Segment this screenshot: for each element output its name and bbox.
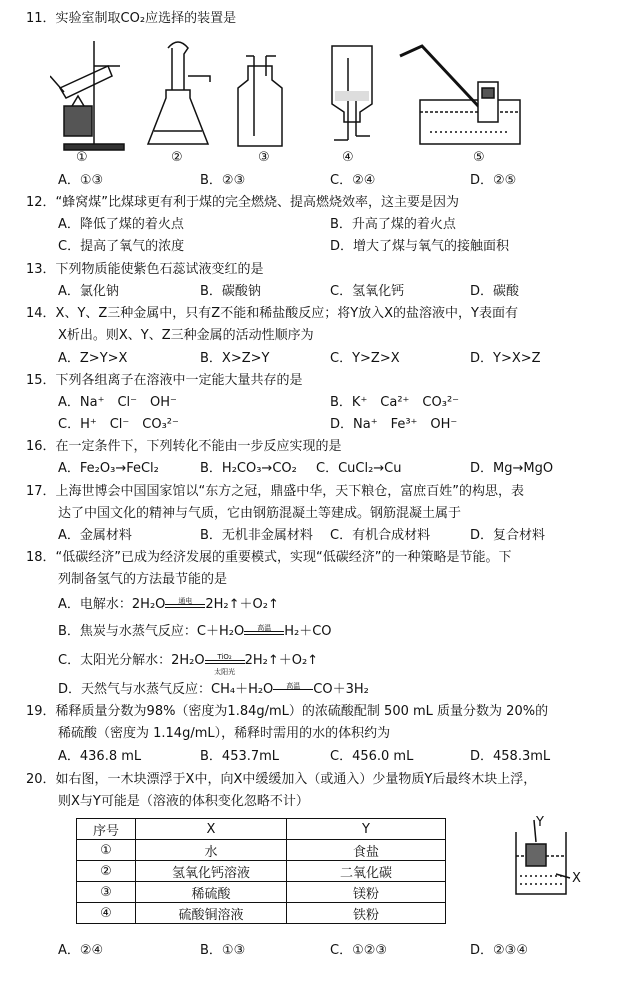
table-cell: 水 xyxy=(136,840,287,861)
q14-stem-line1: 14．X、Y、Z三种金属中，只有Z不能和稀盐酸反应；将Y放入X的盐溶液中，Y表面有 xyxy=(26,306,518,321)
q18-d-condition: 高温 xyxy=(286,681,301,690)
q19-option-d[interactable]: D．458.3mL xyxy=(470,749,551,764)
q20-option-c[interactable]: C．①②③ xyxy=(330,943,388,958)
q20-figure-label-x: X xyxy=(572,871,581,886)
q15-option-b[interactable]: B．K⁺ Ca²⁺ CO₃²⁻ xyxy=(330,395,460,410)
q18-b-reactants: B．焦炭与水蒸气反应：C＋H₂O xyxy=(58,624,245,639)
q13-option-d[interactable]: D．碳酸 xyxy=(470,284,520,299)
q18-c-condition2: 太阳光 xyxy=(214,667,236,676)
apparatus-label-5: ⑤ xyxy=(473,150,485,165)
reaction-arrow-icon xyxy=(165,598,205,612)
q16-option-a[interactable]: A．Fe₂O₃→FeCl₂ xyxy=(58,461,159,476)
apparatus-label-3: ③ xyxy=(258,150,270,165)
q11-stem: 11．实验室制取CO₂应选择的装置是 xyxy=(26,11,237,26)
q18-d-reactants: D．天然气与水蒸气反应：CH₄＋H₂O xyxy=(58,682,274,697)
q12-option-d[interactable]: D．增大了煤与氧气的接触面积 xyxy=(330,239,510,254)
table-cell: 硫酸铜溶液 xyxy=(136,903,287,924)
q15-option-d[interactable]: D．Na⁺ Fe³⁺ OH⁻ xyxy=(330,417,458,432)
q14-option-c[interactable]: C．Y>Z>X xyxy=(330,351,400,366)
q13-option-b[interactable]: B．碳酸钠 xyxy=(200,284,261,299)
q19-stem-line2: 稀硫酸（密度为 1.14g/mL），稀释时需用的水的体积约为 xyxy=(58,726,391,741)
q18-option-b[interactable] xyxy=(58,623,332,641)
table-header-row xyxy=(77,819,446,840)
table-header-cell: Y xyxy=(287,819,446,840)
table-header-cell: X xyxy=(136,819,287,840)
apparatus-2-icon xyxy=(148,42,210,144)
q11-option-c[interactable]: C．②④ xyxy=(330,173,376,188)
table-row xyxy=(77,882,446,903)
q15-option-c[interactable]: C．H⁺ Cl⁻ CO₃²⁻ xyxy=(58,417,179,432)
q13-option-a[interactable]: A．氯化钠 xyxy=(58,284,119,299)
q18-stem-line2: 列制备氢气的方法最节能的是 xyxy=(58,572,228,587)
q12-stem: 12．“蜂窝煤”比煤球更有利于煤的完全燃烧、提高燃烧效率，这主要是因为 xyxy=(26,195,460,210)
q20-stem-line1: 20．如右图，一木块漂浮于X中，向X中缓缓加入（或通入）少量物质Y后最终木块上浮， xyxy=(26,772,537,787)
q18-option-d[interactable] xyxy=(58,681,369,699)
reaction-arrow-icon xyxy=(205,652,245,676)
q14-option-b[interactable]: B．X>Z>Y xyxy=(200,351,270,366)
table-cell: 铁粉 xyxy=(287,903,446,924)
q18-option-a[interactable] xyxy=(58,596,279,614)
reaction-arrow-icon xyxy=(273,683,313,697)
q19-option-a[interactable]: A．436.8 mL xyxy=(58,749,142,764)
table-row xyxy=(77,861,446,882)
q14-option-a[interactable]: A．Z>Y>X xyxy=(58,351,128,366)
q12-option-a[interactable]: A．降低了煤的着火点 xyxy=(58,217,184,232)
q20-xy-table xyxy=(76,818,446,924)
q18-b-products: H₂＋CO xyxy=(284,624,332,639)
table-cell: 二氧化碳 xyxy=(287,861,446,882)
table-row xyxy=(77,903,446,924)
q18-a-products: 2H₂↑＋O₂↑ xyxy=(205,597,279,612)
q17-option-a[interactable]: A．金属材料 xyxy=(58,528,132,543)
q17-option-b[interactable]: B．无机非金属材料 xyxy=(200,528,313,543)
q14-option-d[interactable]: D．Y>X>Z xyxy=(470,351,541,366)
q18-option-c[interactable] xyxy=(58,652,319,676)
q13-option-c[interactable]: C．氢氧化钙 xyxy=(330,284,405,299)
q18-stem-line1: 18．“低碳经济”已成为经济发展的重要模式，实现“低碳经济”的一种策略是节能。下 xyxy=(26,550,512,565)
q15-option-a[interactable]: A．Na⁺ Cl⁻ OH⁻ xyxy=(58,395,177,410)
q12-option-c[interactable]: C．提高了氧气的浓度 xyxy=(58,239,185,254)
q17-stem-line1: 17．上海世博会中国国家馆以“东方之冠，鼎盛中华，天下粮仓，富庶百姓”的构思，表 xyxy=(26,484,525,499)
q11-option-a[interactable]: A．①③ xyxy=(58,173,104,188)
q18-b-condition: 高温 xyxy=(257,623,272,632)
apparatus-5-icon xyxy=(400,46,520,144)
q17-option-d[interactable]: D．复合材料 xyxy=(470,528,546,543)
apparatus-3-icon xyxy=(238,56,282,146)
q18-c-reactants: C．太阳光分解水：2H₂O xyxy=(58,653,205,668)
reaction-arrow-icon xyxy=(244,625,284,639)
apparatus-label-4: ④ xyxy=(342,150,354,165)
q18-c-condition: TiO₂ xyxy=(217,652,232,661)
table-cell: 氢氧化钙溶液 xyxy=(136,861,287,882)
q13-stem: 13．下列物质能使紫色石蕊试液变红的是 xyxy=(26,262,264,277)
table-row xyxy=(77,840,446,861)
q11-option-b[interactable]: B．②③ xyxy=(200,173,246,188)
table-cell: ② xyxy=(77,861,136,882)
q19-stem-line1: 19．稀释质量分数为98%（密度为1.84g/mL）的浓硫酸配制 500 mL 质量分数为 20%的 xyxy=(26,704,549,719)
q17-stem-line2: 达了中国文化的精神与气质，它由钢筋混凝土等建成。钢筋混凝土属于 xyxy=(58,506,462,521)
q19-option-b[interactable]: B．453.7mL xyxy=(200,749,280,764)
q19-option-c[interactable]: C．456.0 mL xyxy=(330,749,414,764)
q16-option-c[interactable]: C．CuCl₂→Cu xyxy=(316,461,402,476)
q20-option-a[interactable]: A．②④ xyxy=(58,943,104,958)
q14-stem-line2: X析出。则X、Y、Z三种金属的活动性顺序为 xyxy=(58,328,314,343)
q20-stem-line2: 则X与Y可能是（溶液的体积变化忽略不计） xyxy=(58,794,309,809)
table-cell: 稀硫酸 xyxy=(136,882,287,903)
apparatus-label-2: ② xyxy=(171,150,183,165)
table-cell: 镁粉 xyxy=(287,882,446,903)
table-cell: ③ xyxy=(77,882,136,903)
q12-option-b[interactable]: B．升高了煤的着火点 xyxy=(330,217,456,232)
q16-option-d[interactable]: D．Mg→MgO xyxy=(470,461,554,476)
apparatus-4-icon xyxy=(332,46,372,140)
q11-option-d[interactable]: D．②⑤ xyxy=(470,173,517,188)
apparatus-label-1: ① xyxy=(76,150,88,165)
apparatus-1-icon xyxy=(50,41,124,150)
table-cell: ④ xyxy=(77,903,136,924)
q18-d-products: CO＋3H₂ xyxy=(313,682,369,697)
q20-figure-label-y: Y xyxy=(536,815,544,830)
table-cell: ① xyxy=(77,840,136,861)
q20-option-d[interactable]: D．②③④ xyxy=(470,943,528,958)
q18-a-reactants: A．电解水：2H₂O xyxy=(58,597,166,612)
q18-c-products: 2H₂↑＋O₂↑ xyxy=(244,653,319,668)
q20-option-b[interactable]: B．①③ xyxy=(200,943,246,958)
q16-option-b[interactable]: B．H₂CO₃→CO₂ xyxy=(200,461,297,476)
table-header-cell: 序号 xyxy=(77,819,136,840)
q17-option-c[interactable]: C．有机合成材料 xyxy=(330,528,431,543)
q11-apparatus-figure xyxy=(50,36,540,154)
table-cell: 食盐 xyxy=(287,840,446,861)
q16-stem: 16．在一定条件下，下列转化不能由一步反应实现的是 xyxy=(26,439,342,454)
q15-stem: 15．下列各组离子在溶液中一定能大量共存的是 xyxy=(26,373,303,388)
q18-a-condition: 通电 xyxy=(178,596,193,605)
